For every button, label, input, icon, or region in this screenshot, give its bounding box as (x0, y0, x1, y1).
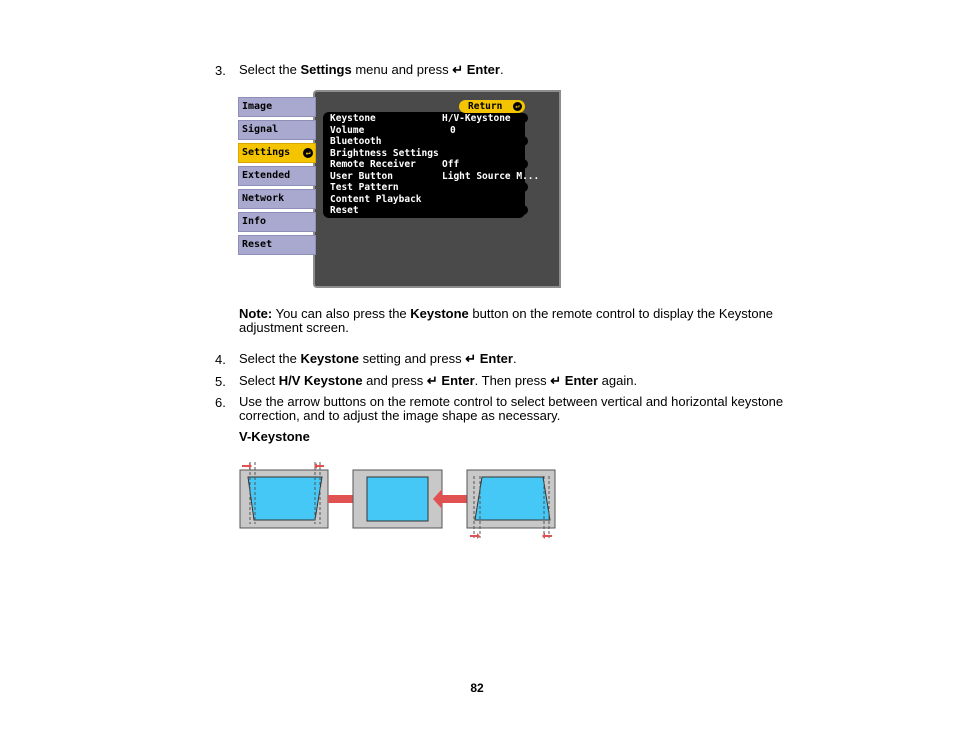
note-text-after: button on the remote control to display the Keystone (468, 306, 774, 321)
step-4-t1: Keystone (300, 351, 359, 366)
step-4-t4: Enter (476, 351, 513, 366)
enter-icon: ↵ (303, 148, 313, 158)
enter-icon: ↵ (465, 351, 477, 366)
step-3-t1: Settings (300, 62, 352, 77)
menu-item-reset[interactable]: Reset (330, 205, 359, 216)
step-3-text (239, 63, 504, 77)
menu-value-volume: 0 (450, 124, 456, 136)
menu-item-remote-receiver[interactable]: Remote Receiver (330, 159, 416, 170)
step-4-t0: Select the (239, 351, 301, 366)
step-5-t8: again. (598, 373, 638, 388)
step-5-t5: . Then press (474, 373, 551, 388)
menu-value-keystone: H/V-Keystone (442, 113, 511, 124)
return-button[interactable] (459, 100, 525, 113)
tab-settings[interactable] (238, 143, 316, 163)
menu-value-remote-receiver: Off (442, 159, 460, 170)
note-line-2: adjustment screen. (239, 320, 349, 335)
enter-icon: ↵ (550, 373, 562, 388)
enter-icon: ↵ (426, 373, 438, 388)
enter-icon: ↵ (452, 62, 464, 77)
enter-icon: ↵ (513, 102, 522, 111)
v-keystone-diagram (238, 458, 558, 542)
step-3-number: 3. (215, 63, 226, 78)
step-3-t2: menu and press (351, 62, 453, 77)
step-4-text (239, 352, 517, 366)
note-text-before: You can also press the (272, 306, 411, 321)
step-6-number: 6. (215, 395, 226, 410)
menu-item-bluetooth[interactable]: Bluetooth (330, 136, 382, 147)
v-keystone-illustration (238, 458, 558, 542)
note (239, 307, 799, 321)
step-4-t2: setting and press (358, 351, 466, 366)
step-6-line-2: correction, and to adjust the image shape as necessary. (239, 408, 561, 423)
note-key: Keystone (410, 306, 469, 321)
tab-signal[interactable]: Signal (238, 120, 316, 140)
menu-item-volume[interactable]: Volume (330, 124, 365, 136)
menu-value-user-button: Light Source M... (442, 170, 540, 182)
tab-extended[interactable]: Extended (238, 166, 316, 186)
tab-settings-label: Settings (242, 147, 291, 158)
menu-item-brightness-settings[interactable]: Brightness Settings (330, 147, 439, 159)
step-3-t0: Select the (239, 62, 301, 77)
tab-reset[interactable]: Reset (238, 235, 316, 255)
step-5-t1: H/V Keystone (278, 373, 363, 388)
menu-item-test-pattern[interactable]: Test Pattern (330, 182, 399, 193)
step-4-number: 4. (215, 352, 226, 367)
step-3-t4: Enter (463, 62, 500, 77)
menu-item-content-playback[interactable]: Content Playback (330, 193, 422, 205)
step-5-number: 5. (215, 374, 226, 389)
note-label: Note: (239, 306, 273, 321)
v-keystone-heading (239, 430, 310, 444)
step-5-t4: Enter (437, 373, 475, 388)
step-5-t2: and press (362, 373, 427, 388)
step-3-t5: . (499, 62, 504, 77)
step-5-text (239, 374, 637, 388)
tab-info[interactable]: Info (238, 212, 316, 232)
tab-network[interactable]: Network (238, 189, 316, 209)
v-keystone-heading-text: V-Keystone (239, 429, 310, 444)
step-5-t7: Enter (561, 373, 599, 388)
step-4-t5: . (512, 351, 517, 366)
page-number: 82 (470, 681, 484, 695)
projector-settings-menu (238, 90, 562, 288)
return-label: Return (468, 101, 503, 112)
menu-item-user-button[interactable]: User Button (330, 170, 393, 182)
step-5-t0: Select (239, 373, 279, 388)
menu-item-keystone[interactable]: Keystone (330, 113, 376, 124)
tab-image[interactable]: Image (238, 97, 316, 117)
step-6-line-1: Use the arrow buttons on the remote control to select between vertical and horizontal keystone (239, 394, 784, 409)
